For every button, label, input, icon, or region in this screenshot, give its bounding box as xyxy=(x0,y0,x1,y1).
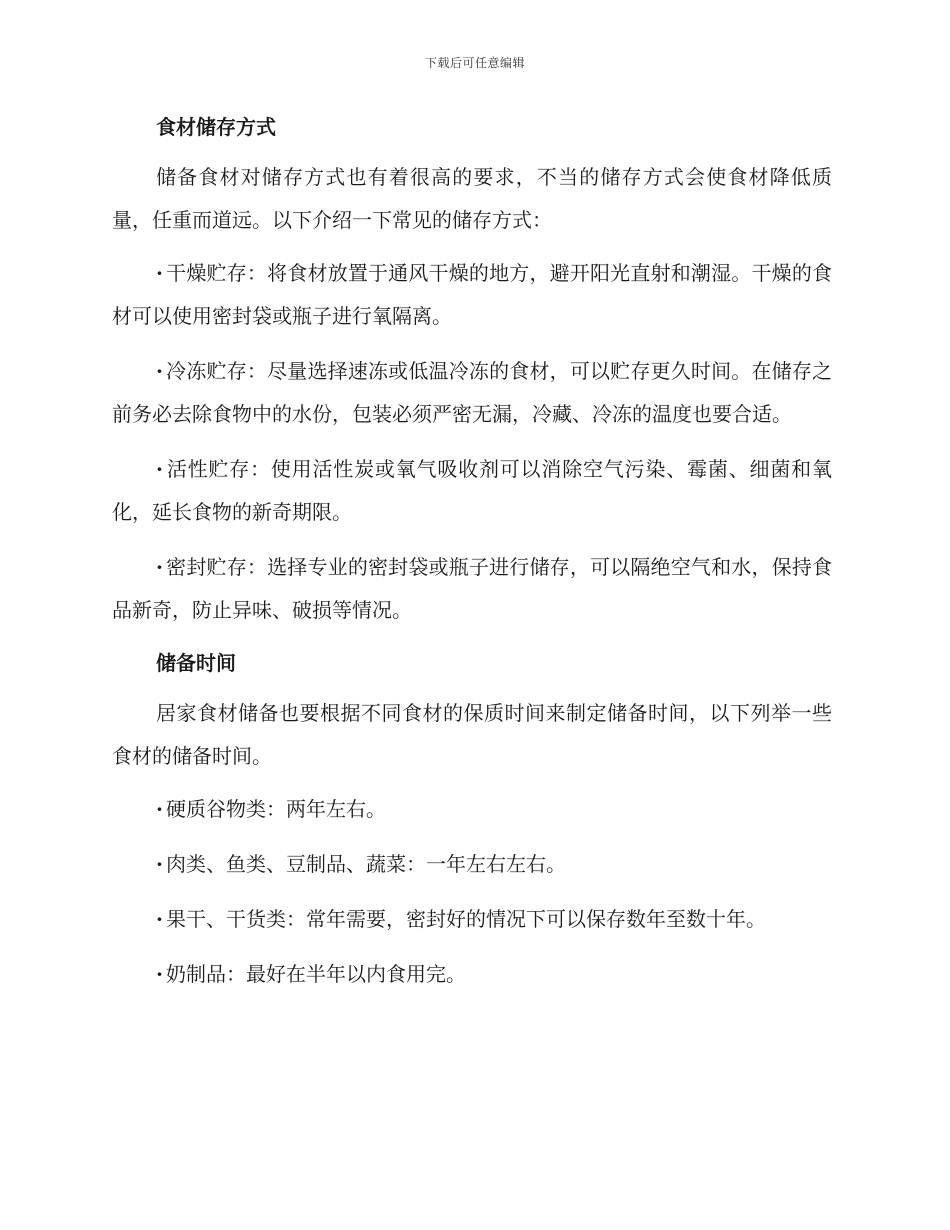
bullet-dot: · xyxy=(156,797,163,821)
bullet-dot: · xyxy=(156,852,163,876)
list-item-sealed-storage xyxy=(112,546,832,632)
bullet-dot: · xyxy=(156,962,163,986)
section-heading-storage-methods: 食材储存方式 xyxy=(156,115,276,139)
storage-methods-intro: 储备食材对储存方式也有着很高的要求，不当的储存方式会使食材降低质量，任重而道远。以下介绍一下常见的储存方式： xyxy=(112,165,832,232)
list-item-dairy xyxy=(112,953,832,996)
list-item-text: 活性贮存：使用活性炭或氧气吸收剂可以消除空气污染、霉菌、细菌和氧化，延长食物的新奇期限。 xyxy=(112,457,832,524)
list-item-dried-goods xyxy=(112,898,832,941)
list-item-frozen-storage xyxy=(112,350,832,436)
list-item-meat-fish xyxy=(112,843,832,886)
list-item-dry-storage xyxy=(112,252,832,338)
bullet-dot: · xyxy=(156,457,163,481)
list-item-text: 干燥贮存：将食材放置于通风干燥的地方，避开阳光直射和潮湿。干燥的食材可以使用密封袋或瓶子进行氧隔离。 xyxy=(112,261,832,328)
list-item-text: 果干、干货类：常年需要，密封好的情况下可以保存数年至数十年。 xyxy=(166,907,766,931)
list-item-text: 硬质谷物类：两年左右。 xyxy=(166,797,386,821)
document-body xyxy=(112,108,832,1008)
list-item-text: 奶制品：最好在半年以内食用完。 xyxy=(166,962,466,986)
list-item-grains xyxy=(112,788,832,831)
page-header: 下载后可任意编辑 xyxy=(424,56,525,70)
bullet-dot: · xyxy=(156,261,163,285)
list-item-text: 密封贮存：选择专业的密封袋或瓶子进行储存，可以隔绝空气和水，保持食品新奇，防止异味、破损等情况。 xyxy=(112,555,832,622)
bullet-dot: · xyxy=(156,359,163,383)
list-item-active-storage xyxy=(112,448,832,534)
list-item-text: 肉类、鱼类、豆制品、蔬菜：一年左右左右。 xyxy=(166,852,566,876)
bullet-dot: · xyxy=(156,907,163,931)
list-item-text: 冷冻贮存：尽量选择速冻或低温冷冻的食材，可以贮存更久时间。在储存之前务必去除食物中的水份，包装必须严密无漏，冷藏、冷冻的温度也要合适。 xyxy=(112,359,832,426)
storage-time-intro: 居家食材储备也要根据不同食材的保质时间来制定储备时间，以下列举一些食材的储备时间。 xyxy=(112,701,832,768)
section-heading-storage-time: 储备时间 xyxy=(156,651,236,675)
bullet-dot: · xyxy=(156,555,163,579)
